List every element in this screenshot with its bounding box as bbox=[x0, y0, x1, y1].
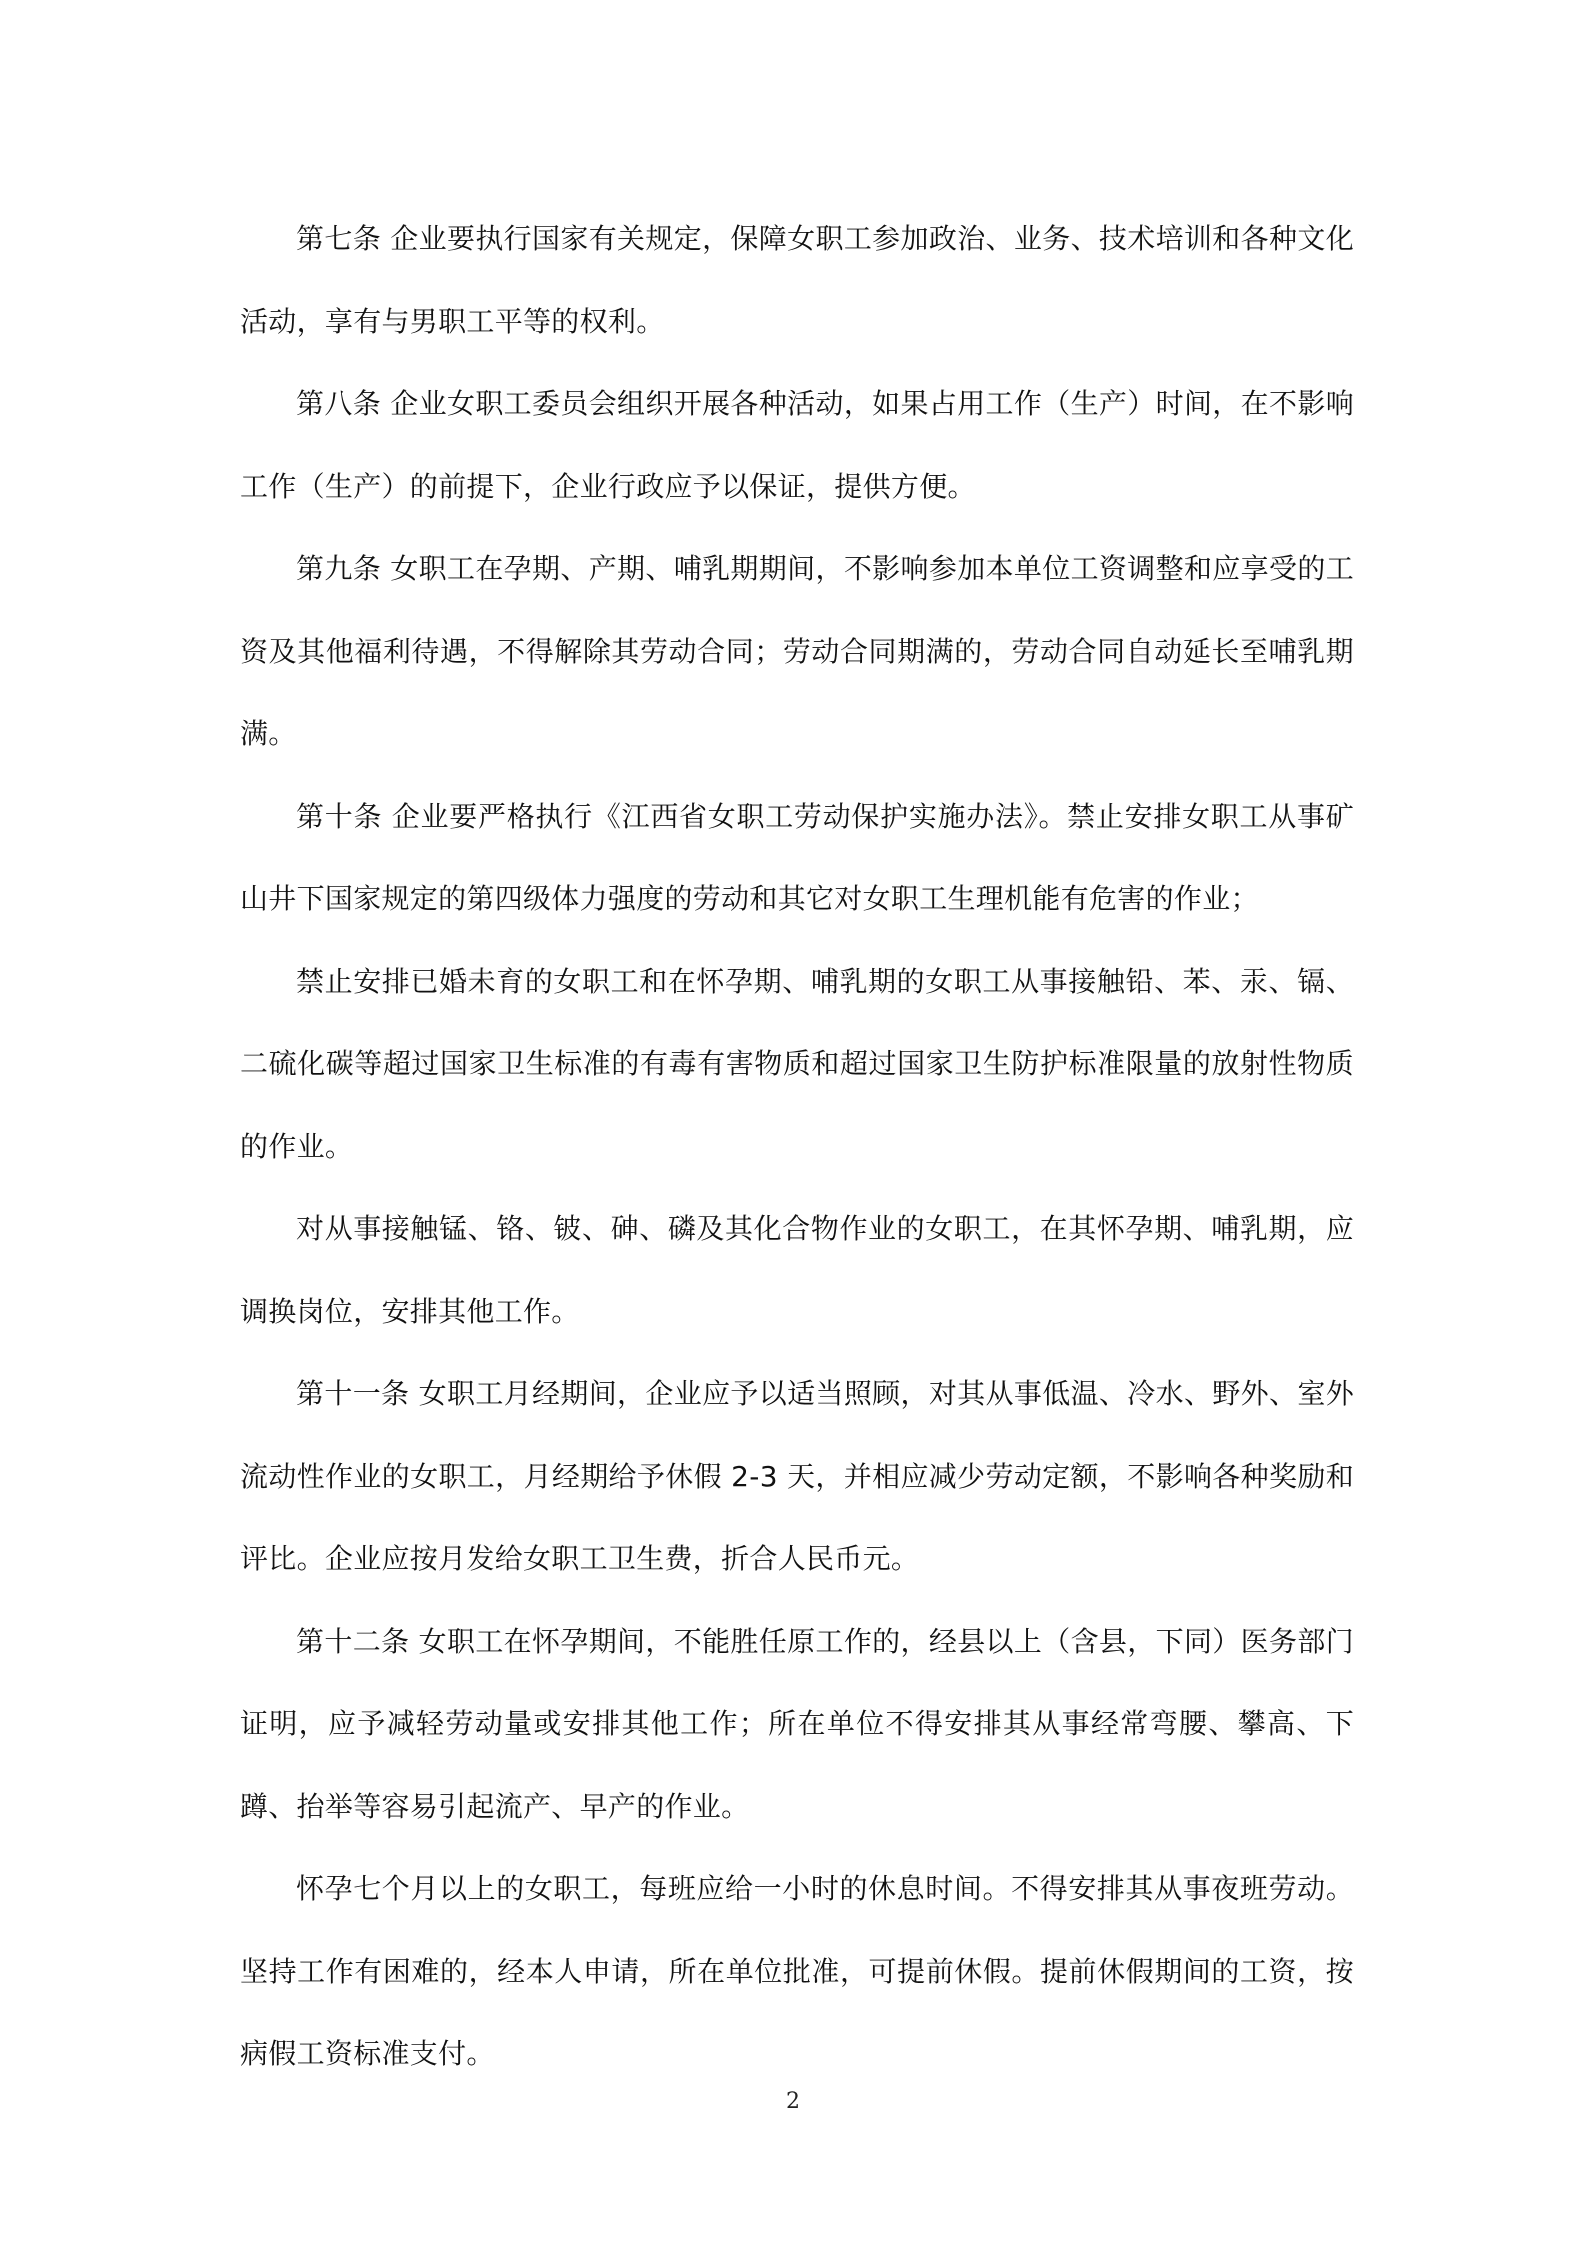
article-12-pregnancy-paragraph: 怀孕七个月以上的女职工，每班应给一小时的休息时间。不得安排其从事夜班劳动。坚持工作有困难的，经本人申请，所在单位批准，可提前休假。提前休假期间的工资，按病假工资标准支付。 bbox=[240, 1872, 1354, 2070]
article-10-toxic-paragraph: 禁止安排已婚未育的女职工和在怀孕期、哺乳期的女职工从事接触铅、苯、汞、镉、二硫化碳等超过国家卫生标准的有毒有害物质和超过国家卫生防护标准限量的放射性物质的作业。 bbox=[240, 964, 1354, 1163]
article-7-paragraph: 第七条 企业要执行国家有关规定，保障女职工参加政治、业务、技术培训和各种文化活动，享有与男职工平等的权利。 bbox=[240, 222, 1354, 338]
article-10-paragraph: 第十条 企业要严格执行《江西省女职工劳动保护实施办法》。禁止安排女职工从事矿山井下国家规定的第四级体力强度的劳动和其它对女职工生理机能有危害的作业； bbox=[240, 799, 1354, 915]
article-9-paragraph: 第九条 女职工在孕期、产期、哺乳期期间，不影响参加本单位工资调整和应享受的工资及其他福利待遇，不得解除其劳动合同；劳动合同期满的，劳动合同自动延长至哺乳期满。 bbox=[240, 552, 1354, 750]
article-10-reassign-paragraph: 对从事接触锰、铬、铍、砷、磷及其化合物作业的女职工，在其怀孕期、哺乳期，应调换岗位，安排其他工作。 bbox=[240, 1212, 1354, 1328]
page-number: 2 bbox=[786, 2089, 800, 2114]
article-11-paragraph: 第十一条 女职工月经期间，企业应予以适当照顾，对其从事低温、冷水、野外、室外流动性作业的女职工，月经期给予休假 2-3 天，并相应减少劳动定额，不影响各种奖励和评比。企业应按月发给女职工卫生费，折合人民币元。 bbox=[240, 1377, 1354, 1575]
article-12-paragraph: 第十二条 女职工在怀孕期间，不能胜任原工作的，经县以上（含县，下同）医务部门证明，应予减轻劳动量或安排其他工作；所在单位不得安排其从事经常弯腰、攀高、下蹲、抬举等容易引起流产、早产的作业。 bbox=[240, 1624, 1354, 1823]
article-8-paragraph: 第八条 企业女职工委员会组织开展各种活动，如果占用工作（生产）时间，在不影响工作（生产）的前提下，企业行政应予以保证，提供方便。 bbox=[240, 387, 1354, 503]
body-text bbox=[240, 198, 1354, 2096]
